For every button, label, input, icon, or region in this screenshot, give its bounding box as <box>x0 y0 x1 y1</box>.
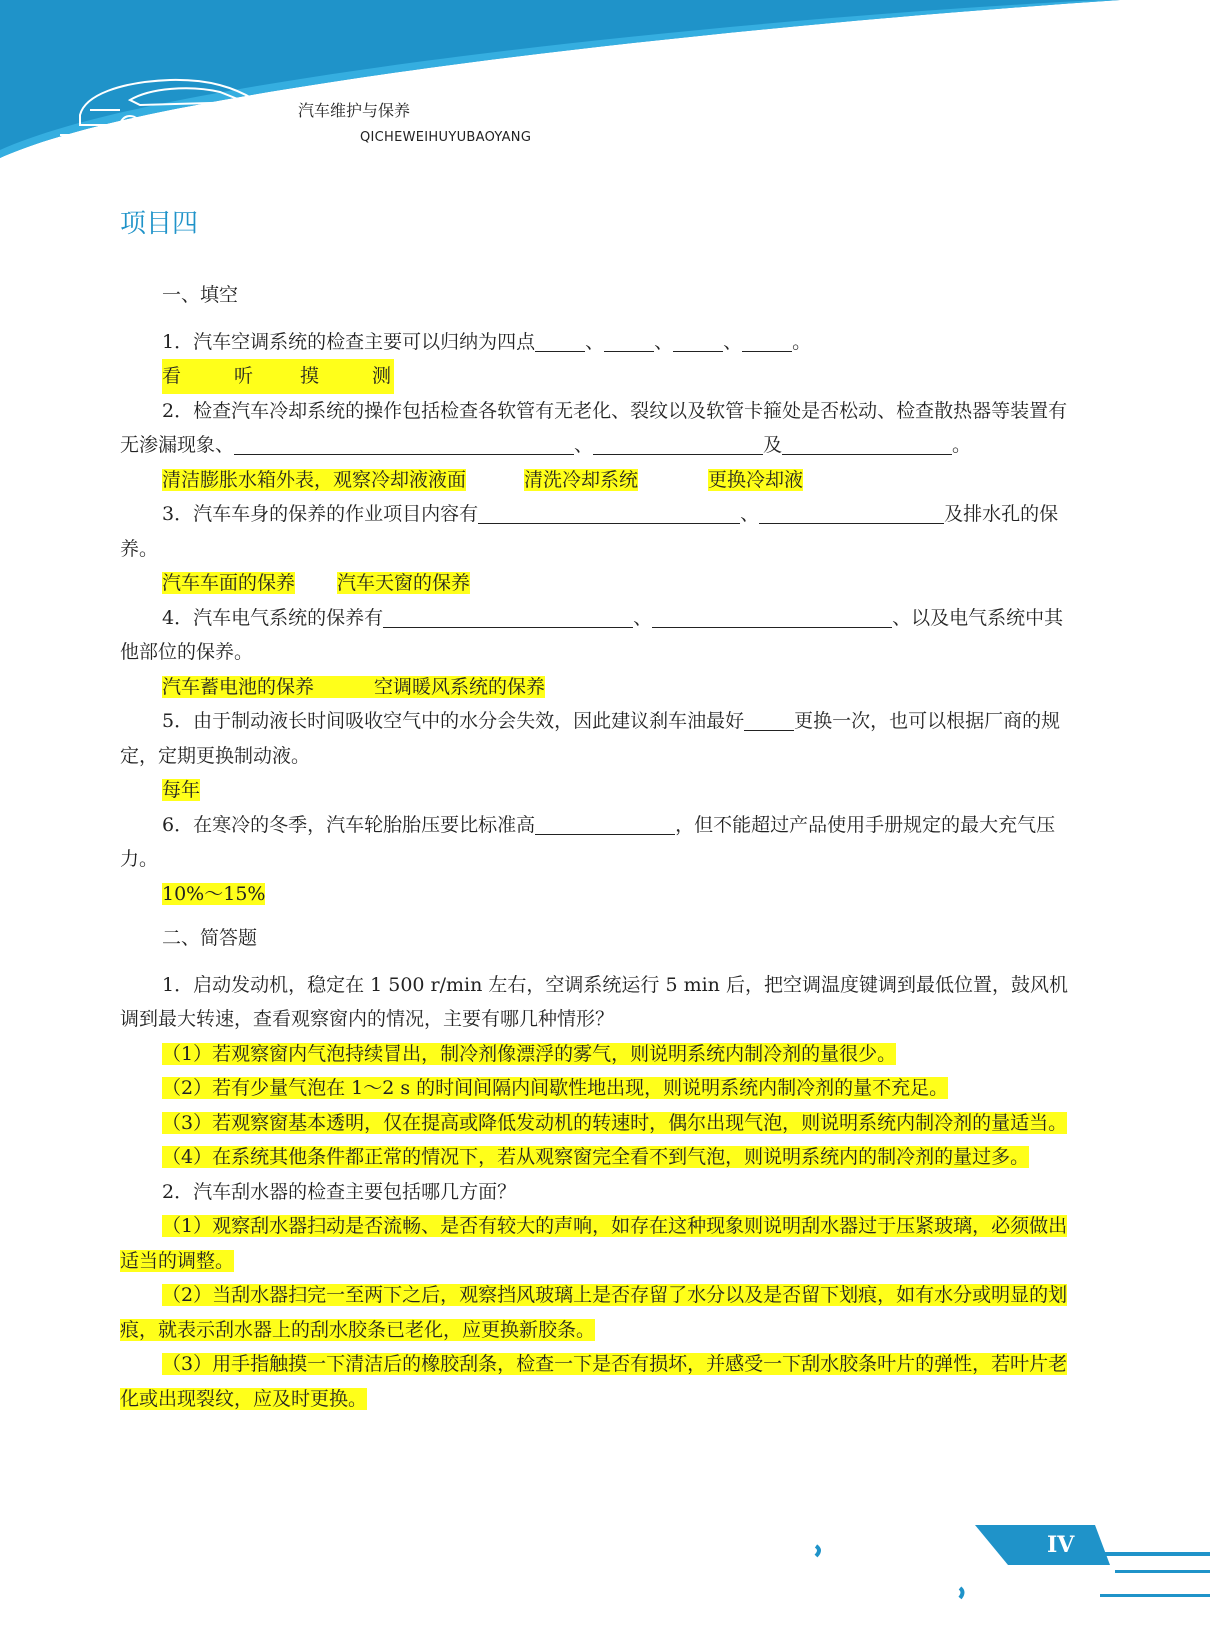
brand-subtitle: QICHEWEIHUYUBAOYANG <box>360 130 532 145</box>
answer-blank <box>383 605 633 628</box>
fill-question-2: 2．检查汽车冷却系统的操作包括检查各软管有无老化、裂纹以及软管卡箍处是否松动、检查散热器等装置有无渗漏现象、 、 及 。 <box>120 399 1068 456</box>
short-answer-2-1: （1）观察刮水器扫动是否流畅、是否有较大的声响，如存在这种现象则说明刮水器过于压紧玻璃，必须做出适当的调整。 <box>120 1215 1068 1272</box>
brand-title: 汽车维护与保养 <box>298 101 411 120</box>
answer-blank <box>604 329 654 352</box>
short-answer-1-3: （3）若观察窗基本透明，仅在提高或降低发动机的转速时，偶尔出现气泡，则说明系统内制冷剂的量适当。 <box>162 1111 1068 1134</box>
short-question-1: 1．启动发动机，稳定在 1 500 r/min 左右，空调系统运行 5 min 后，把空调温度键调到最低位置，鼓风机调到最大转速，查看观察窗内的情况，主要有哪几种情形？ <box>120 973 1068 1030</box>
short-answer-1-4: （4）在系统其他条件都正常的情况下，若从观察窗完全看不到气泡，则说明系统内的制冷剂的量过多。 <box>162 1146 1030 1168</box>
fill-answer-1: 看 听 摸 测 <box>120 359 1080 394</box>
short-question-2: 2．汽车刮水器的检查主要包括哪几方面？ <box>162 1180 517 1203</box>
answer-blank <box>234 432 574 455</box>
fill-question-3: 3．汽车车身的保养的作业项目内容有 、 及排水孔的保养。 <box>120 503 1059 560</box>
answer-blank <box>535 329 585 352</box>
short-answer-2-3: （3）用手指触摸一下清洁后的橡胶刮条，检查一下是否有损坏，并感受一下刮水胶条叶片的弹性，若叶片老化或出现裂纹，应及时更换。 <box>120 1353 1068 1410</box>
car-outline-icon <box>60 70 300 145</box>
answer-blank <box>744 708 794 731</box>
answer-blank <box>478 501 740 524</box>
fill-answer-2: 清洁膨胀水箱外表，观察冷却液液面 清洗冷却系统 更换冷却液 <box>162 468 804 491</box>
section-heading-short-answer: 二、简答题 <box>162 927 258 949</box>
fill-question-6: 6．在寒冷的冬季，汽车轮胎胎压要比标准高 ，但不能超过产品使用手册规定的最大充气压力。 <box>120 813 1056 870</box>
answer-blank <box>535 812 675 835</box>
answer-blank <box>742 329 792 352</box>
short-answer-1-2: （2）若有少量气泡在 1～2 s 的时间间隔内间歇性地出现，则说明系统内制冷剂的量不充足。 <box>162 1077 949 1099</box>
answer-blank <box>652 605 892 628</box>
document-body <box>120 278 1080 1416</box>
answer-blank <box>759 501 944 524</box>
answer-blank <box>593 432 763 455</box>
fill-question-4: 4．汽车电气系统的保养有 、 、以及电气系统中其他部位的保养。 <box>120 606 1064 663</box>
fill-answer-3: 汽车车面的保养 汽车天窗的保养 <box>162 572 471 594</box>
fill-answer-6: 10%～15% <box>162 882 266 905</box>
fill-question-5: 5．由于制动液长时间吸收空气中的水分会失效，因此建议刹车油最好 更换一次，也可以根据厂商的规定，定期更换制动液。 <box>120 710 1061 767</box>
fill-answer-4: 汽车蓄电池的保养 空调暖风系统的保养 <box>162 675 546 698</box>
section-heading-fill: 一、填空 <box>162 284 239 306</box>
project-title: 项目四 <box>120 209 199 239</box>
answer-blank <box>673 329 723 352</box>
fill-answer-5: 每年 <box>162 779 201 801</box>
short-answer-2-2: （2）当刮水器扫完一至两下之后，观察挡风玻璃上是否存留了水分以及是否留下划痕，如有水分或明显的划痕，就表示刮水器上的刮水胶条已老化，应更换新胶条。 <box>120 1284 1068 1341</box>
short-answer-1-1: （1）若观察窗内气泡持续冒出，制冷剂像漂浮的雾气，则说明系统内制冷剂的量很少。 <box>162 1042 897 1065</box>
footer-decoration <box>0 1500 1225 1650</box>
fill-question-1: 1．汽车空调系统的检查主要可以归纳为四点 、 、 、 。 <box>162 330 812 353</box>
page-number: IV <box>1047 1532 1075 1558</box>
answer-blank <box>782 432 952 455</box>
